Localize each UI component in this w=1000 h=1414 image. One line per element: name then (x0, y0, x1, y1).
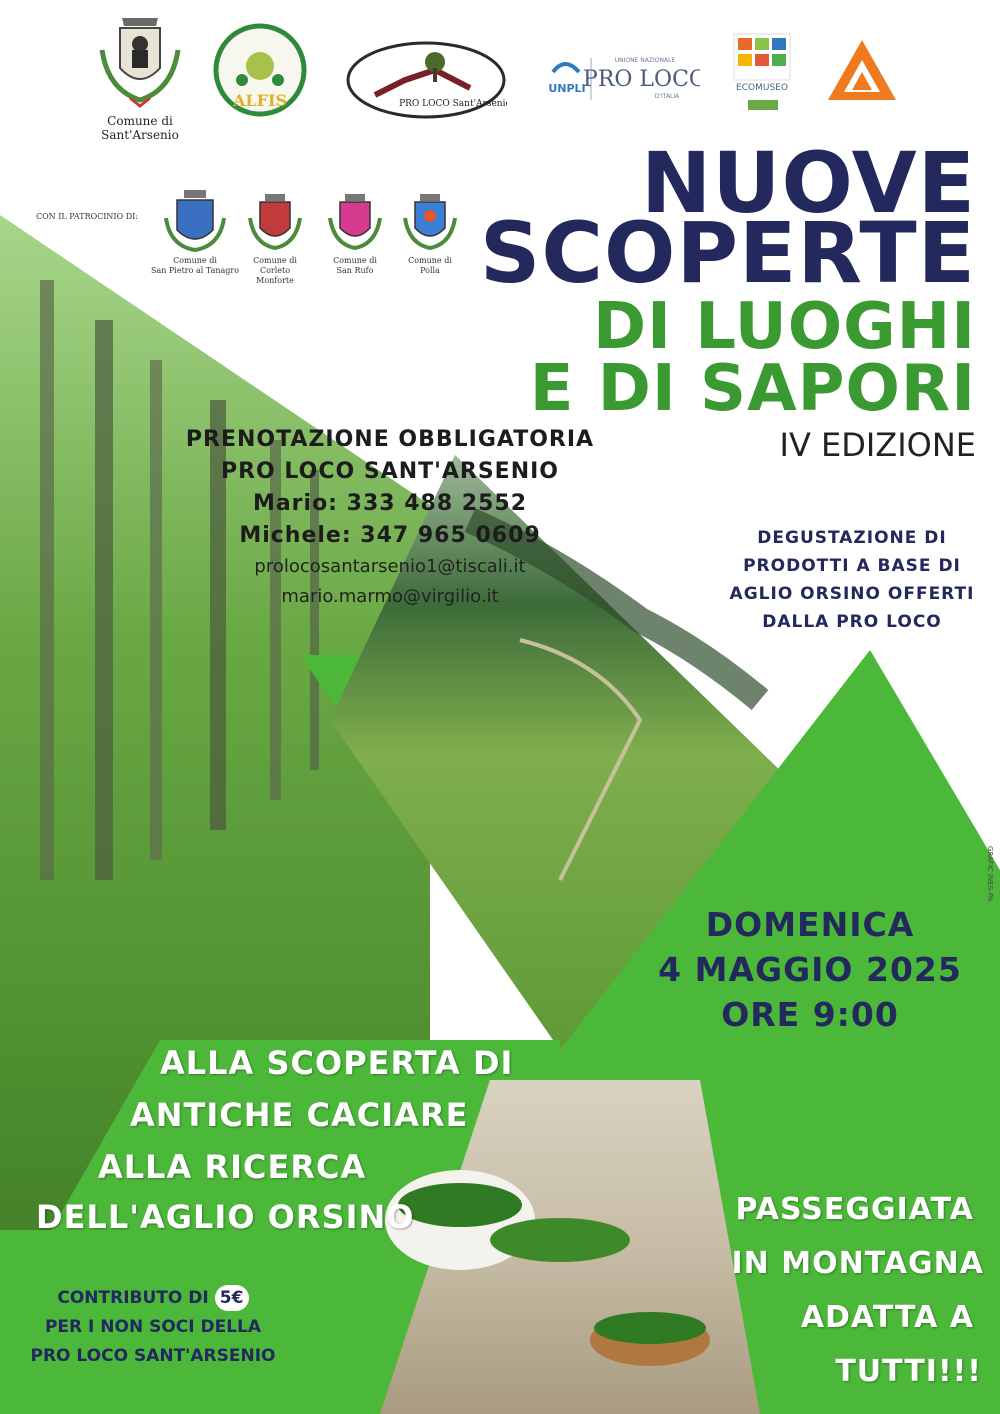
title-block (456, 134, 976, 464)
discovery-line-2: ANTICHE CACIARE (130, 1096, 469, 1134)
logo-proloco-santarsenio (345, 40, 507, 120)
contact-mario[interactable]: Mario: 333 488 2552 (252, 491, 528, 516)
title-line-3: DI LUOGHI (593, 290, 976, 364)
tasting-line-3: AGLIO ORSINO OFFERTI (729, 584, 975, 604)
booking-line-1: PRENOTAZIONE OBBLIGATORIA (185, 427, 595, 452)
logo-alfis (212, 22, 308, 118)
tasting-line-4: DALLA PRO LOCO (762, 612, 942, 632)
event-time: ORE 9:00 (721, 995, 899, 1034)
email-link-1[interactable]: prolocosantarsenio1@tiscali.it (254, 556, 526, 577)
tasting-block (712, 524, 992, 636)
patronage-municipality: Comune di Corleto Monforte (240, 192, 310, 286)
event-day: DOMENICA (705, 905, 915, 944)
event-date-block (630, 902, 990, 1037)
orange-triangle-logo-icon (826, 38, 898, 104)
logo-unpli (545, 48, 700, 108)
patronage-label: CON IL PATROCINIO DI: (36, 212, 138, 221)
title-line-1: NUOVE (640, 134, 976, 232)
svg-text:ECOMUSEO: ECOMUSEO (736, 83, 788, 93)
contact-michele[interactable]: Michele: 347 965 0609 (239, 523, 541, 548)
patronage-municipality: Comune di San Rufo (320, 192, 390, 276)
title-line-2: SCOPERTE (479, 204, 976, 302)
booking-line-2: PRO LOCO SANT'ARSENIO (220, 459, 560, 484)
coat-of-arms-icon (92, 10, 188, 110)
alfis-emblem-icon (212, 22, 308, 118)
email-link-2[interactable]: mario.marmo@virgilio.it (281, 586, 499, 607)
alfis-label: ALFIS (232, 91, 288, 110)
svg-text:UNIONE NAZIONALE: UNIONE NAZIONALE (614, 57, 676, 64)
svg-text:PRO LOCO: PRO LOCO (583, 67, 700, 92)
contribution-line-2: PER I NON SOCI DELLA (44, 1317, 262, 1337)
discovery-line-3: ALLA RICERCA (98, 1148, 367, 1186)
patronage-municipality: Comune di San Pietro al Tanagro (150, 188, 240, 276)
proloco-emblem-icon (345, 40, 507, 120)
coat-of-arms-icon (395, 192, 465, 252)
walk-line-2: IN MONTAGNA (731, 1246, 984, 1281)
svg-text:D'ITALIA: D'ITALIA (654, 93, 680, 100)
contribution-line-1: CONTRIBUTO DI 5€ (8, 1284, 298, 1313)
discovery-line-4: DELL'AGLIO ORSINO (36, 1198, 415, 1236)
tasting-line-2: PRODOTTI A BASE DI (743, 556, 961, 576)
event-date: 4 MAGGIO 2025 (658, 950, 962, 989)
logo-caption: Comune di Sant'Arsenio (101, 114, 179, 142)
walk-line-4: TUTTI!!! (835, 1354, 982, 1389)
logo-comune-santarsenio (92, 10, 188, 145)
tasting-line-1: DEGUSTAZIONE DI (757, 528, 947, 548)
logo-triangle (826, 38, 898, 104)
contribution-line-3: PRO LOCO SANT'ARSENIO (30, 1346, 276, 1366)
price-badge: 5€ (215, 1285, 249, 1311)
title-line-4: E DI SAPORI (529, 352, 976, 426)
walk-line-1: PASSEGGIATA (735, 1192, 974, 1227)
contribution-block (8, 1284, 298, 1371)
shield-fill (177, 200, 213, 239)
svg-text:UNPLI: UNPLI (548, 82, 586, 95)
edition-label: IV EDIZIONE (779, 426, 976, 464)
proloco-label: PRO LOCO Sant'Arsenio (399, 99, 507, 109)
logo-ecomuseo (728, 30, 798, 120)
patronage-logos (150, 188, 470, 288)
walk-line-3: ADATTA A (800, 1300, 974, 1335)
booking-block (150, 424, 630, 612)
coat-of-arms-icon (240, 192, 310, 252)
unpli-emblem-icon (545, 48, 700, 108)
coat-of-arms-icon (150, 188, 240, 252)
ecomuseo-emblem-icon (728, 30, 798, 120)
discovery-line-1: ALLA SCOPERTA DI (160, 1044, 514, 1082)
patronage-municipality: Comune di Polla (395, 192, 465, 276)
coat-of-arms-icon (320, 192, 390, 252)
graphic-credit: GRAFIC INES-PA (986, 846, 994, 902)
